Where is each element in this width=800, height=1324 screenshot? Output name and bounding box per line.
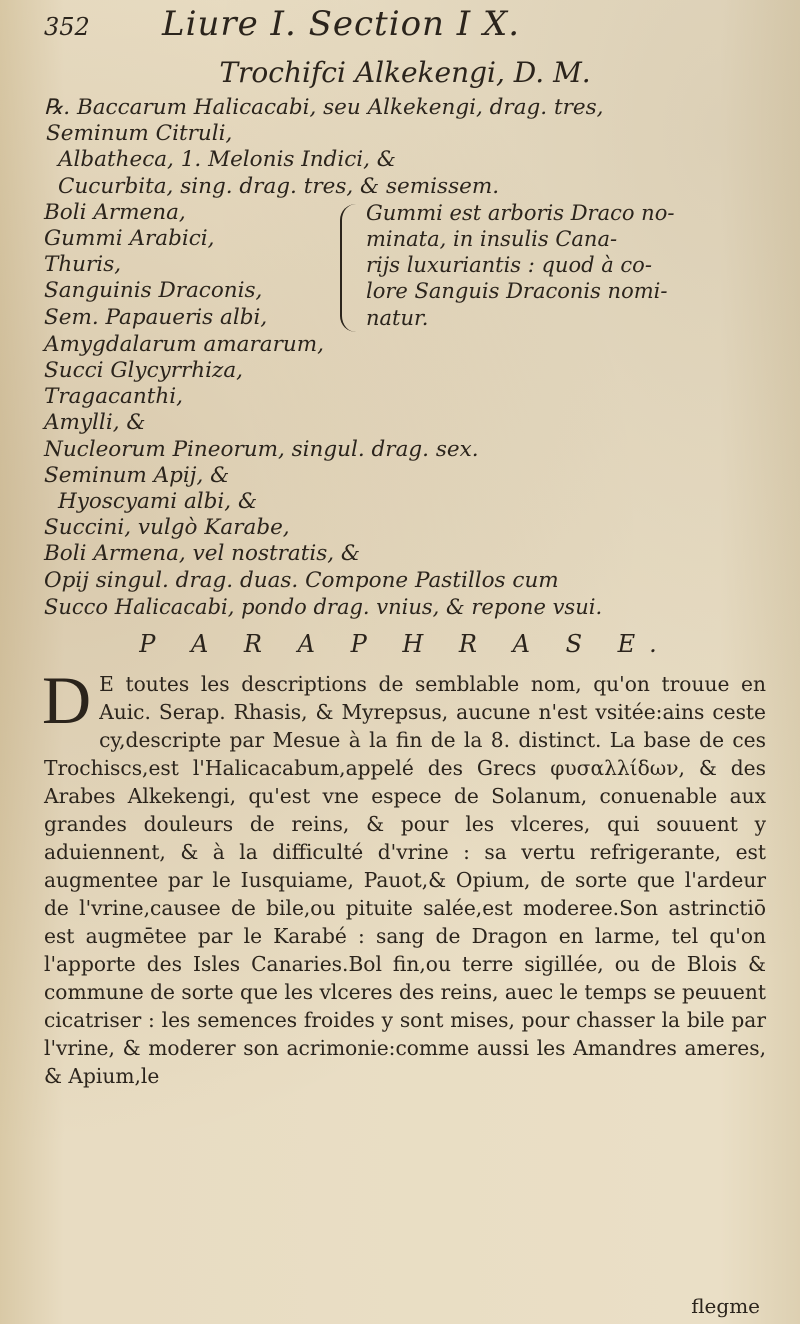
recipe-line: Seminum Citruli,: [46, 121, 233, 147]
bracketed-ingredients: [44, 200, 766, 332]
recipe-line: Amygdalarum amararum,: [44, 331, 324, 357]
recipe-line: Hyoscyami albi, &: [58, 489, 258, 515]
page-number: 352: [44, 13, 90, 41]
recipe-line: Succini, vulgò Karabe,: [44, 515, 290, 541]
note-line: minata, in insulis Cana-: [366, 227, 618, 252]
note-line: natur.: [366, 305, 429, 330]
recipe-line: Succi Glycyrrhiza,: [44, 358, 244, 384]
paraphrase-heading: P A R A P H R A S E.: [139, 630, 671, 659]
note-line: Gummi est arboris Draco no-: [366, 200, 675, 225]
recipe-line: Boli Armena,: [44, 199, 186, 225]
recipe-line: Opij singul. drag. duas. Compone Pastillos cum: [44, 567, 559, 593]
recipe-line: Sanguinis Draconis,: [44, 278, 263, 304]
page-header: [44, 4, 766, 54]
catchword: flegme: [691, 1294, 760, 1318]
recipe-line: Seminum Apij, &: [44, 462, 230, 488]
recipe-line: Tragacanthi,: [44, 384, 183, 410]
recipe-line: Boli Armena, vel nostratis, &: [44, 541, 361, 567]
recipe-line: Cucurbita, sing. drag. tres, & semissem.: [58, 173, 500, 199]
recipe-line: Gummi Arabici,: [44, 226, 215, 252]
recipe-line: Nucleorum Pineorum, singul. drag. sex.: [44, 436, 479, 462]
bracket-ingredient-list: [44, 200, 334, 331]
paraphrase-text: E toutes les descriptions de semblable nom, qu'on trouue en Auic. Serap. Rhasis, & Myrepsus, aucune n'est vsitée:ains ceste cy,descripte par Mesue à la fin de la 8. distinct. La base de ces Trochiscs,est l'Halicacabum,appelé des Grecs φυσαλλίδων, & des Arabes Alkekengi, qu'est vne espece de Solanum, conuenable aux grandes douleurs de reins, & pour les vlceres, qui souuent y aduiennent, & à la difficulté d'vrine : sa vertu refrigerante, est augmentee par le Iusquiame, Pauot,& Opium, de sorte que l'ardeur de l'vrine,causee de bile,ou pituite salée,est moderee.Son astrinctiō est augmētee par le Karabé : sang de Dragon en larme, tel qu'on l'apporte des Isles Canaries.Bol fin,ou terre sigillée, ou de Blois & commune de sorte que les vlceres des reins, auec le temps se peuuent cicatriser : les semences froides y sont mises, pour chasser la bile par l'vrine, & moderer son acrimonie:comme aussi les Amandres ameres, & Apium,le: [44, 672, 766, 1089]
drop-cap: D: [42, 662, 92, 739]
recipe-line: Amylli, &: [44, 410, 146, 436]
recipe-bottom-lines: [44, 332, 766, 620]
note-line: lore Sanguis Draconis nomi-: [366, 279, 668, 304]
recipe-line: Sem. Papaueris albi,: [44, 304, 268, 330]
recipe-line: Succo Halicacabi, pondo drag. vnius, & repone vsui.: [44, 594, 603, 619]
recipe-title: Trochifci Alkekengi, D. M.: [219, 56, 591, 89]
recipe-line: Albatheca, 1. Melonis Indici, &: [58, 147, 396, 173]
note-line: rijs luxuriantis : quod à co-: [366, 253, 652, 278]
recipe-line: Thuris,: [44, 252, 122, 278]
paraphrase-body: [42, 662, 766, 1090]
recipe-top-lines: [44, 95, 766, 200]
curly-brace: [340, 204, 362, 332]
running-title: Liure I. Section I X.: [162, 4, 520, 44]
bracket-note: [366, 200, 674, 331]
recipe-line: ℞. Baccarum Halicacabi, seu Alkekengi, drag. tres,: [44, 95, 604, 120]
